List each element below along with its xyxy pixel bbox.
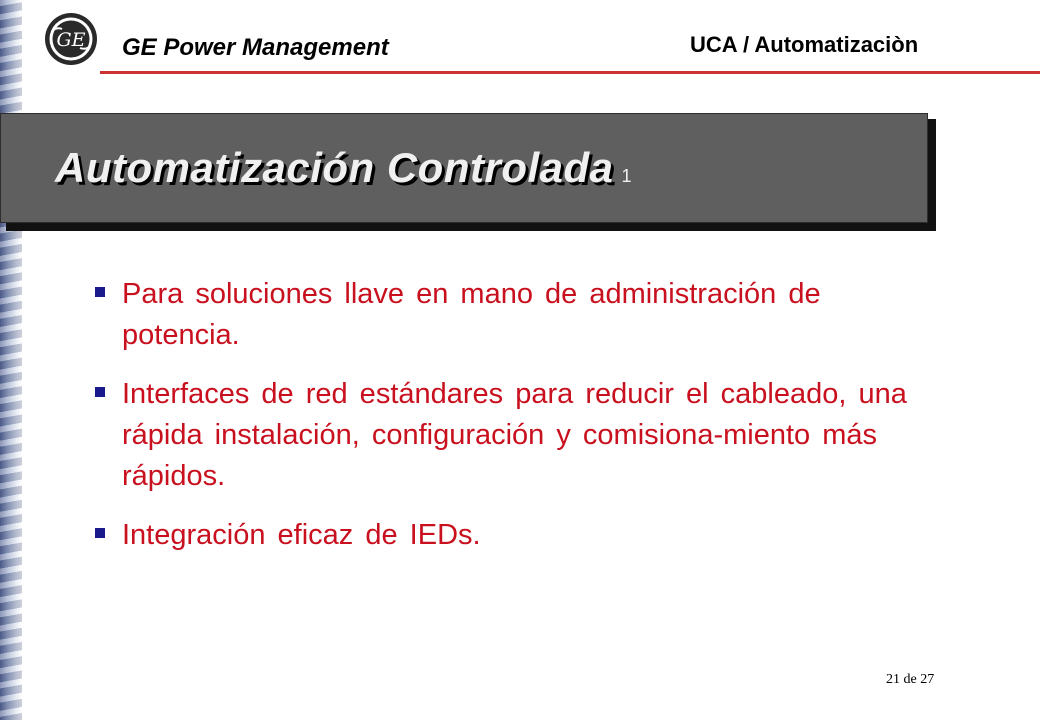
header-divider <box>100 71 1040 74</box>
square-bullet-icon <box>95 287 105 297</box>
svg-text:GE: GE <box>56 29 86 51</box>
bullet-item <box>90 515 940 556</box>
square-bullet-icon <box>95 387 105 397</box>
ge-logo-icon <box>44 12 98 66</box>
page-number: 21 de 27 <box>886 672 935 687</box>
section-title: UCA / Automatizaciòn <box>690 32 919 57</box>
bullet-text: Para soluciones llave en mano de administración de potencia. <box>122 278 821 351</box>
bullet-list <box>90 274 940 574</box>
square-bullet-icon <box>95 528 105 538</box>
slide-title-text: Automatización Controlada <box>55 144 614 191</box>
decorative-side-strip <box>0 0 22 720</box>
slide-title <box>55 144 632 192</box>
bullet-item <box>90 374 940 497</box>
bullet-item <box>90 274 940 356</box>
bullet-text: Interfaces de red estándares para reducir el cableado, una rápida instalación, configuración y comisiona-miento más rápidos. <box>122 378 907 492</box>
slide-title-number: 1 <box>621 166 633 186</box>
brand-name: GE Power Management <box>122 34 389 61</box>
bullet-text: Integración eficaz de IEDs. <box>122 519 481 551</box>
